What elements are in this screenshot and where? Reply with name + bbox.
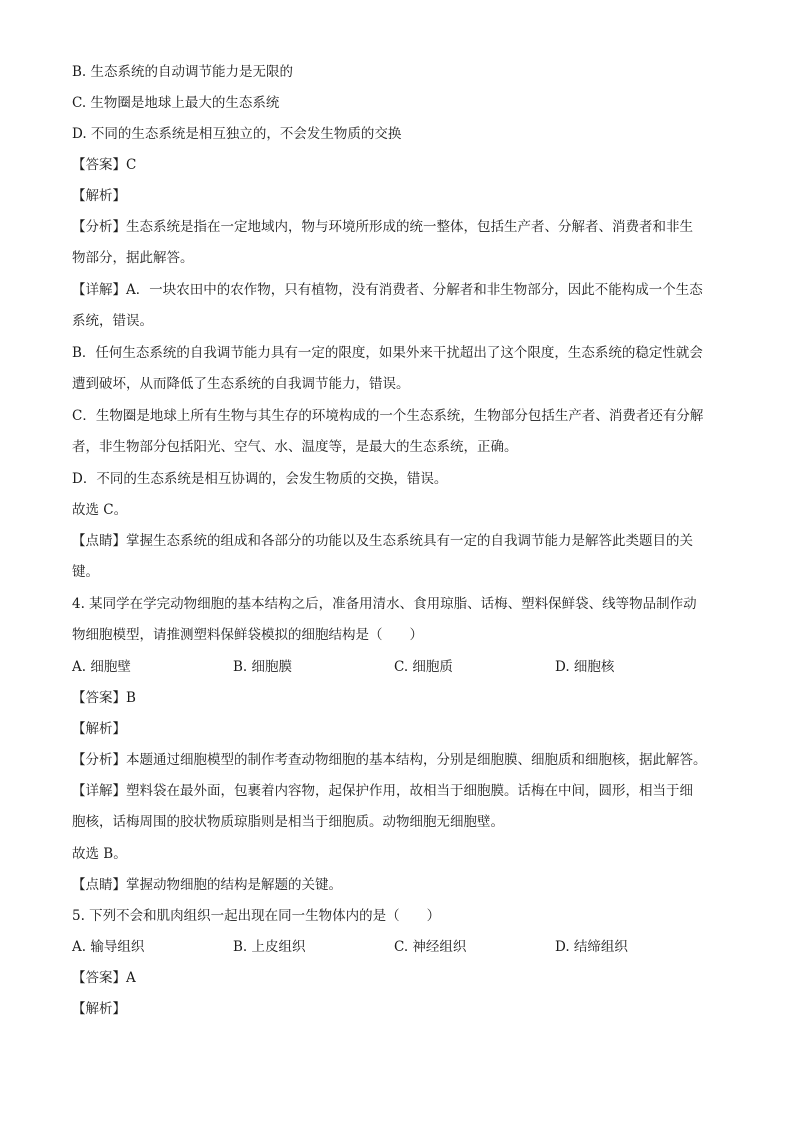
q3-option-c: C. 生物圈是地球上最大的生态系统	[72, 95, 280, 111]
q3-key-point	[72, 526, 727, 588]
q4-answer: 【答案】B	[72, 690, 136, 706]
q3-option-d: D. 不同的生态系统是相互独立的，不会发生物质的交换	[72, 126, 402, 142]
q4-option-b: B. 细胞膜	[233, 659, 293, 675]
q3-detail-a	[72, 275, 727, 337]
q4-stem	[72, 589, 727, 651]
q3-jiexi-label: 【解析】	[72, 188, 126, 204]
q4-option-a: A. 细胞壁	[72, 659, 131, 675]
q3-detail-c	[72, 401, 727, 463]
document-page	[72, 62, 727, 1030]
q5-option-a: A. 输导组织	[72, 939, 145, 955]
q4-detail-line: 胞核，话梅周围的胶状物质琼脂则是相当于细胞质。动物细胞无细胞壁。	[72, 814, 504, 830]
q3-detail-line: B．任何生态系统的自我调节能力具有一定的限度，如果外来干扰超出了这个限度，生态系统的稳定性就会	[72, 345, 703, 361]
q5-answer: 【答案】A	[72, 970, 136, 986]
q4-options	[72, 657, 727, 677]
q3-detail-d: D．不同的生态系统是相互协调的，会发生物质的交换，错误。	[72, 471, 448, 487]
q5-option-c: C. 神经组织	[394, 939, 467, 955]
q4-detail	[72, 776, 727, 838]
q3-detail-line: 系统，错误。	[72, 313, 153, 329]
q3-answer: 【答案】C	[72, 157, 137, 173]
q4-jiexi-label: 【解析】	[72, 721, 126, 737]
q3-key-point-line: 【点睛】掌握生态系统的组成和各部分的功能以及生态系统具有一定的自我调节能力是解答此类题目的关	[72, 533, 693, 549]
q3-detail-line: 遭到破坏，从而降低了生态系统的自我调节能力，错误。	[72, 376, 410, 392]
q4-choice: 故选 B。	[72, 846, 127, 862]
q4-key-point: 【点睛】掌握动物细胞的结构是解题的关键。	[72, 877, 342, 893]
q3-analysis	[72, 212, 727, 274]
q4-analysis: 【分析】本题通过细胞模型的制作考查动物细胞的基本结构，分别是细胞膜、细胞质和细胞核，据此解答。	[72, 752, 707, 768]
q3-detail-b	[72, 338, 727, 400]
q5-stem: 5. 下列不会和肌肉组织一起出现在同一生物体内的是（ ）	[72, 908, 441, 924]
q3-choice: 故选 C。	[72, 502, 128, 518]
q3-detail-line: 【详解】A．一块农田中的农作物，只有植物，没有消费者、分解者和非生物部分，因此不能构成一个生态	[72, 282, 703, 298]
q3-analysis-line: 物部分，据此解答。	[72, 250, 194, 266]
q3-analysis-line: 【分析】生态系统是指在一定地域内，物与环境所形成的统一整体，包括生产者、分解者、消费者和非生	[72, 219, 693, 235]
q3-key-point-line: 键。	[72, 564, 99, 580]
q4-detail-line: 【详解】塑料袋在最外面，包裹着内容物，起保护作用，故相当于细胞膜。话梅在中间，圆形，相当于细	[72, 783, 693, 799]
q5-option-b: B. 上皮组织	[233, 939, 306, 955]
q4-option-c: C. 细胞质	[394, 659, 453, 675]
q3-detail-line: C．生物圈是地球上所有生物与其生存的环境构成的一个生态系统，生物部分包括生产者、消费者还有分解	[72, 408, 704, 424]
q5-options	[72, 937, 727, 957]
q5-option-d: D. 结缔组织	[555, 939, 628, 955]
q4-option-d: D. 细胞核	[555, 659, 615, 675]
q4-stem-line: 物细胞模型，请推测塑料保鲜袋模拟的细胞结构是（ ）	[72, 627, 423, 643]
q5-jiexi-label: 【解析】	[72, 1001, 126, 1017]
q4-stem-line: 4. 某同学在学完动物细胞的基本结构之后，准备用清水、食用琼脂、话梅、塑料保鲜袋、线等物品制作动	[72, 596, 697, 612]
q3-option-b: B. 生态系统的自动调节能力是无限的	[72, 64, 294, 80]
q3-detail-line: 者，非生物部分包括阳光、空气、水、温度等，是最大的生态系统，正确。	[72, 439, 518, 455]
